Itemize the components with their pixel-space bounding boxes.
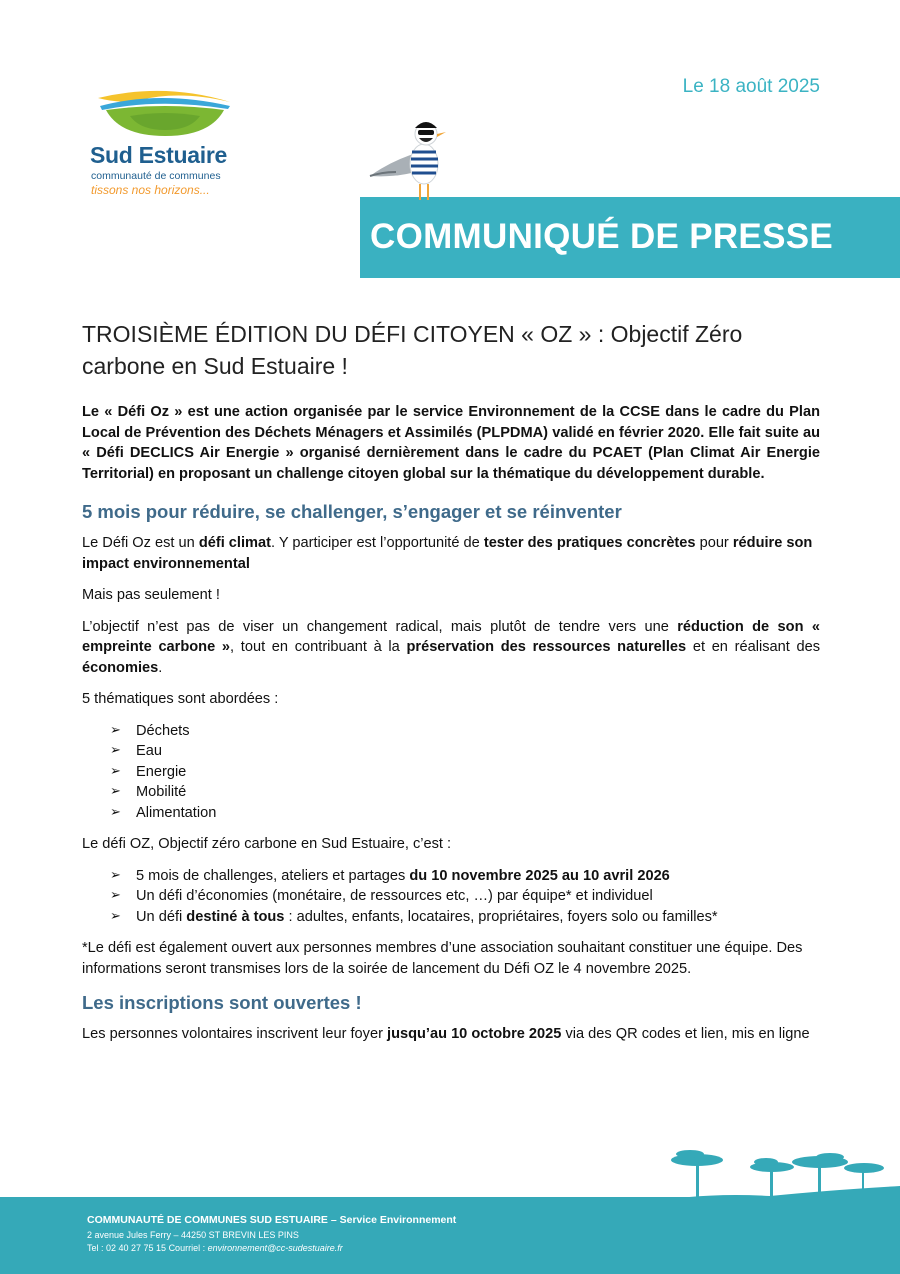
oz-intro: Le défi OZ, Objectif zéro carbone en Sud Estuaire, c’est : [82, 836, 452, 852]
sud-estuaire-logo [80, 76, 250, 206]
press-date: Le 18 août 2025 [682, 76, 820, 97]
press-banner [360, 197, 900, 278]
list-item: ➢ Déchets [110, 721, 820, 742]
list-item: ➢ Un défi destiné à tous : adultes, enfants, locataires, propriétaires, foyers solo ou familles* [110, 907, 820, 928]
themes-list [82, 721, 820, 824]
logo-emblem-icon [80, 76, 250, 142]
logo-subtitle: communauté de communes [91, 170, 221, 182]
list-item: ➢ Mobilité [110, 782, 820, 803]
intro-paragraph: Le « Défi Oz » est une action organisée par le service Environnement de la CCSE dans le cadre du Plan Local de Prévention des Déchets Ménagers et Assimilés (PLPDMA) validé en février 2020. Elle fait suite au « Défi DECLICS Air Energie » organisé dernièrement dans le cadre du PCAET (Plan Climat Air Energie Territorial) en proposant un challenge citoyen global sur la thématique du développement durable. [82, 404, 820, 482]
themes-intro: 5 thématiques sont abordées : [82, 691, 279, 707]
paragraph-mais-pas-seulement: Mais pas seulement ! [82, 587, 220, 603]
list-item: ➢ Alimentation [110, 803, 820, 824]
list-item: ➢ Energie [110, 762, 820, 783]
press-banner-label: COMMUNIQUÉ DE PRESSE [370, 217, 833, 256]
press-title: TROISIÈME ÉDITION DU DÉFI CITOYEN « OZ » : Objectif Zéro carbone en Sud Estuaire ! [82, 321, 743, 379]
footer-address: 2 avenue Jules Ferry – 44250 ST BREVIN LES PINS [87, 1230, 299, 1240]
logo-tagline: tissons nos horizons... [91, 183, 210, 197]
oz-list [82, 866, 820, 928]
list-item: ➢ Un défi d’économies (monétaire, de ressources etc, …) par équipe* et individuel [110, 886, 820, 907]
section-heading-inscriptions: Les inscriptions sont ouvertes ! [82, 992, 362, 1013]
footer-email-link[interactable]: environnement@cc-sudestuaire.fr [207, 1243, 343, 1253]
press-body [82, 402, 820, 1056]
seagull-mascot-icon [362, 112, 448, 204]
page-footer [0, 1197, 900, 1274]
paragraph-defi-climat: Le Défi Oz est un défi climat. Y participer est l’opportunité de tester des pratiques concrètes pour réduire son impact environnemental [82, 535, 813, 572]
footer-contact: Tel : 02 40 27 75 15 Courriel : environnement@cc-sudestuaire.fr [87, 1243, 343, 1253]
paragraph-objectif: L’objectif n’est pas de viser un changement radical, mais plutôt de tendre vers une réduction de son « empreinte carbone », tout en contribuant à la préservation des ressources naturelles et en réalisant des économies. [82, 618, 820, 676]
trees-decoration-icon [640, 1140, 900, 1204]
section-heading-challenge: 5 mois pour réduire, se challenger, s’engager et se réinventer [82, 501, 622, 522]
logo-name: Sud Estuaire [90, 142, 227, 168]
paragraph-inscriptions: Les personnes volontaires inscrivent leur foyer jusqu’au 10 octobre 2025 via des QR codes et lien, mis en ligne [82, 1026, 810, 1042]
footer-org: COMMUNAUTÉ DE COMMUNES SUD ESTUAIRE – Service Environnement [87, 1214, 457, 1226]
list-item: ➢ 5 mois de challenges, ateliers et partages du 10 novembre 2025 au 10 avril 2026 [110, 866, 820, 887]
list-item: ➢ Eau [110, 741, 820, 762]
footnote-paragraph: *Le défi est également ouvert aux personnes membres d’une association souhaitant constituer une équipe. Des informations seront transmises lors de la soirée de lancement du Défi OZ le 4 novembre 2025. [82, 940, 803, 977]
